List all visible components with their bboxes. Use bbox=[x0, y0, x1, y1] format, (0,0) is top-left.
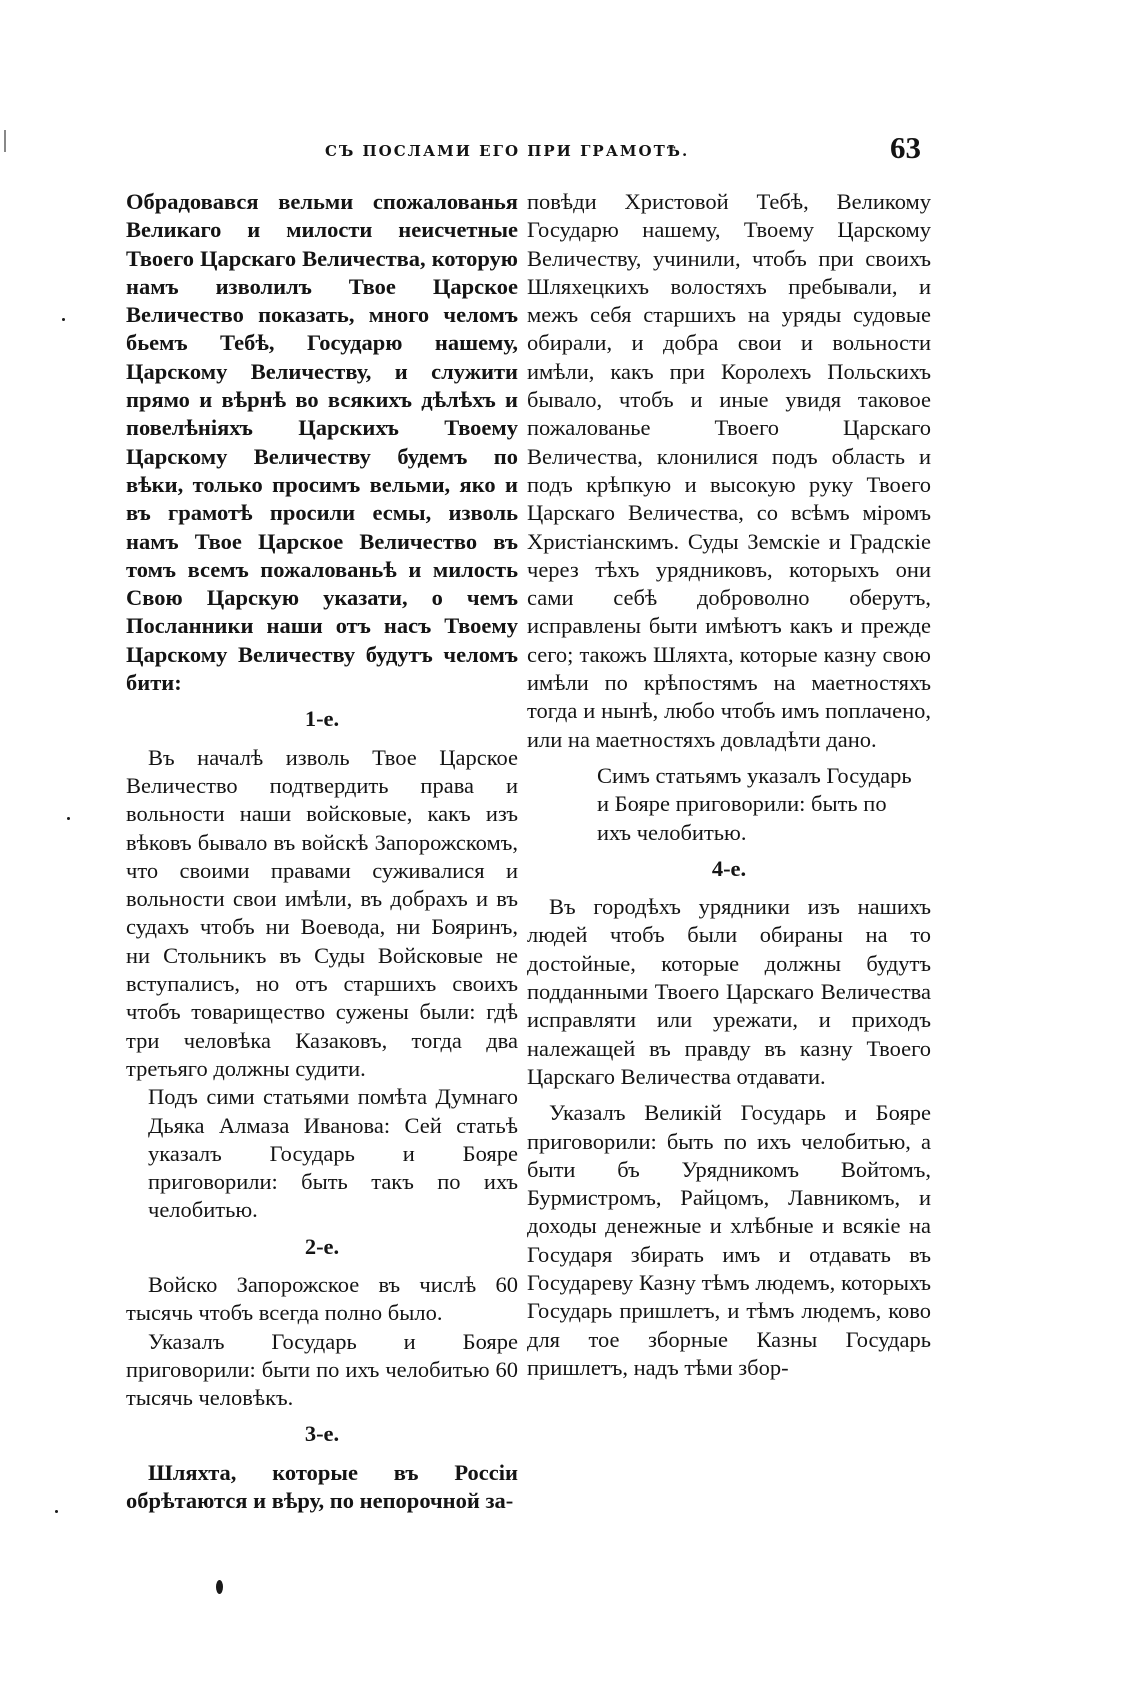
running-head: СЪ ПОСЛАМИ ЕГО ПРИ ГРАМОТѢ. bbox=[325, 142, 690, 160]
article-1-note: Подъ сими статьями помѣта Думнаго Дьяка Алмаза Иванова: Сей статьѣ указалъ Государь и Бояре приговорили: быть такъ по ихъ челобитью. bbox=[148, 1084, 518, 1223]
article-2-note: Указалъ Государь и Бояре приговорили: быти по ихъ челобитью 60 тысячь человѣкъ. bbox=[126, 1328, 518, 1411]
article-3-text-start: Шляхта, которые въ Россіи обрѣтаются и вѣру, по непорочной за- bbox=[126, 1459, 518, 1514]
article-3-text-continued: повѣди Христовой Тебѣ, Великому Государю нашему, Твоему Царскому Величеству, учинили, чтобъ при своихъ Шляхецкихъ волостяхъ пребывали, и межъ себя старшихъ на уряды судовые обирали, и добра свои и вольности имѣли, какъ при Королехъ Польскихъ бывало, чтобъ и иные увидя таковое пожалованье Твоего Царскаго Величества, клонилися подъ область и подъ крѣпкую и высокую руку Твоего Царскаго Величества, со всѣмъ міромъ Христіанскимъ. Суды Земскіе и Градскіе через тѣхъ урядниковъ, которыхъ они сами себѣ доброволно оберутъ, исправлены быти имѣютъ какъ и прежде сего; такожъ Шляхта, которые казну свою имѣли по крѣпостямъ на маетностяхъ тогда и нынѣ, любо чтобъ имъ поплачено, или на маетностяхъ довладѣти дано. bbox=[527, 189, 931, 752]
page-number: 63 bbox=[890, 130, 921, 165]
ink-speck bbox=[62, 318, 65, 321]
ink-speck bbox=[55, 1510, 58, 1513]
article-1-text: Въ началѣ изволь Твое Царское Величество подтвердить права и вольности наши войсковые, какъ изъ вѣковъ бывало въ войскѣ Запорожскомъ, что своими правами суживалися и вольности свои имѣли, въ добрахъ и въ судахъ чтобъ ни Воевода, ни Бояринъ, ни Стольникъ въ Суды Войсковые не вступалисъ, но отъ старшихъ своихъ чтобъ товарищество сужены были: гдѣ три человѣка Казаковъ, тогда два третьяго должны судити. bbox=[126, 744, 518, 1081]
article-4-note: Указалъ Великій Государь и Бояре приговорили: быть по ихъ челобитью, а быти бъ Урядникомъ Войтомъ, Бурмистромъ, Райцомъ, Лавникомъ, и доходы денежные и хлѣбные и всякіе на Государя збирать имъ и отдавать въ Государеву Казну тѣмъ людемъ, которыхъ Государь пришлетъ, и тѣмъ людемъ, ково для тое зборные Казны Государь пришлетъ, надъ тѣми збор- bbox=[527, 1100, 931, 1380]
article-3-note: Симъ статьямъ указалъ Государь и Бояре приговорили: быть по ихъ челобитью. bbox=[597, 762, 912, 845]
article-3-heading: 3-е. bbox=[304, 1421, 340, 1447]
page-header bbox=[0, 128, 1140, 178]
intro-paragraph: Обрадовався вельми спожалованья Великаго и милости неисчетные Твоего Царскаго Величества, которую намъ изволилъ Твое Царское Величество показать, много челомъ бьемъ Тебѣ, Государю нашему, Царскому Величеству, и служити прямо и вѣрнѣ во всякихъ дѣлѣхъ и повелѣніяхъ Царскихъ Твоему Царскому Величеству будемъ по вѣки, только просимъ вельми, яко и въ грамотѣ просили есмы, изволь намъ Твое Царское Величество въ томъ всемъ пожалованьѣ и милость Свою Царскую указати, о чемъ Посланники наши отъ насъ Твоему Царскому Величеству будутъ челомъ бити: bbox=[126, 189, 518, 696]
article-2-heading: 2-е. bbox=[304, 1233, 340, 1259]
ink-speck bbox=[67, 817, 70, 820]
left-column bbox=[126, 188, 518, 1515]
article-4-text: Въ городѣхъ урядники изъ нашихъ людей чтобъ были обираны на то достойные, которые должны будутъ подданными Твоего Царскаго Величества исправляти или урежати, и приходъ належащей въ правду въ казну Твоего Царскаго Величества отдавати. bbox=[527, 894, 931, 1089]
ink-speck bbox=[216, 1580, 223, 1594]
article-4-heading: 4-е. bbox=[711, 855, 747, 881]
article-2-text: Войско Запорожское въ числѣ 60 тысячь чтобъ всегда полно было. bbox=[126, 1271, 518, 1326]
article-1-heading: 1-е. bbox=[304, 706, 340, 732]
right-column bbox=[527, 188, 931, 1382]
